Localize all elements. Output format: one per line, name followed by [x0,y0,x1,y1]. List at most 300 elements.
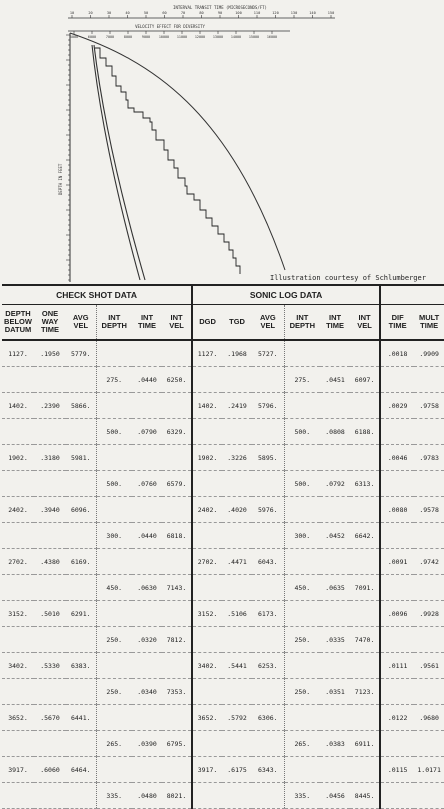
cell-inttime: .0790 [132,419,162,445]
cell-dif [380,731,414,757]
cell-mult [414,627,444,653]
cell-sinttime: .0383 [320,731,350,757]
cell-sinttime [320,445,350,471]
cell-inttime [132,705,162,731]
column-header-row [2,305,444,341]
cell-savg [252,575,284,601]
cell-intvel [162,445,192,471]
column-header-savg [252,305,284,341]
cell-sintdepth [284,497,320,523]
cell-savg [252,679,284,705]
cell-tgd [222,471,252,497]
cell-tgd [222,731,252,757]
tick-label: 12000 [194,35,206,39]
cell-savg [252,471,284,497]
cell-oneway [34,419,66,445]
cell-mult: .9909 [414,340,444,367]
cell-intvel: 6795. [162,731,192,757]
top-axis-ticks [70,11,334,18]
column-header-dgd [192,305,222,341]
cell-dgd [192,627,222,653]
cell-sinttime [320,601,350,627]
cell-depth [2,731,34,757]
cell-oneway: .5330 [34,653,66,679]
cell-intvel [162,393,192,419]
cell-depth [2,367,34,393]
cell-tgd [222,575,252,601]
tick-label: 120 [272,11,279,15]
cell-sintdepth: 250. [284,627,320,653]
cell-mult [414,731,444,757]
cell-savg [252,523,284,549]
cell-intvel: 7353. [162,679,192,705]
cell-sintvel: 6911. [350,731,380,757]
cell-savg: 6306. [252,705,284,731]
table-row [2,367,444,393]
cell-sinttime [320,757,350,783]
cell-avg: 5866. [66,393,96,419]
tick-label: 130 [290,11,298,15]
cell-inttime: .0340 [132,679,162,705]
cell-dif [380,523,414,549]
cell-sintdepth: 275. [284,367,320,393]
cell-savg [252,367,284,393]
tick-label: 90 [217,11,223,15]
cell-intdepth [96,757,132,783]
cell-intvel [162,340,192,367]
tick-label: 110 [253,11,261,15]
cell-dgd: 1902. [192,445,222,471]
cell-tgd: .2419 [222,393,252,419]
tick-label: 16000 [266,35,278,39]
cell-inttime [132,340,162,367]
column-header-mult [414,305,444,341]
cell-sintdepth: 250. [284,679,320,705]
column-header-line: AVG [72,313,89,322]
time-depth-curve-2 [94,45,145,280]
cell-tgd: .3226 [222,445,252,471]
cell-sintvel [350,601,380,627]
cell-inttime [132,393,162,419]
cell-tgd: .4471 [222,549,252,575]
cell-inttime [132,653,162,679]
cell-dgd [192,679,222,705]
column-header-sintdepth [284,305,320,341]
cell-dgd: 1402. [192,393,222,419]
velocity-axis-ticks [70,31,277,39]
cell-mult [414,679,444,705]
cell-intdepth: 250. [96,679,132,705]
table-row [2,340,444,367]
table-row [2,679,444,705]
cell-sinttime: .0451 [320,367,350,393]
cell-dgd: 3152. [192,601,222,627]
column-header-line: TGD [229,317,245,326]
cell-oneway: .1950 [34,340,66,367]
cell-avg [66,783,96,809]
cell-sinttime [320,393,350,419]
cell-sintvel: 6313. [350,471,380,497]
cell-intvel [162,757,192,783]
cell-tgd [222,627,252,653]
cell-oneway [34,731,66,757]
column-header-tgd [222,305,252,341]
cell-depth: 3652. [2,705,34,731]
cell-mult [414,419,444,445]
cell-dif: .0096 [380,601,414,627]
cell-avg [66,627,96,653]
cell-dif [380,627,414,653]
cell-dif: .0018 [380,340,414,367]
sonic-group-header: SONIC LOG DATA [192,285,380,305]
cell-mult: .9742 [414,549,444,575]
column-header-line: INT [170,313,183,322]
cell-sinttime [320,705,350,731]
cell-sinttime: .0452 [320,523,350,549]
cell-dif [380,679,414,705]
cell-dif: .0029 [380,393,414,419]
tick-label: 14000 [230,35,242,39]
cell-dif [380,783,414,809]
cell-sintdepth [284,653,320,679]
cell-savg: 6173. [252,601,284,627]
table-row [2,445,444,471]
tick-label: 30 [106,11,112,15]
column-header-line: DATUM [4,325,32,334]
cell-intvel: 6250. [162,367,192,393]
cell-savg: 5727. [252,340,284,367]
column-header-avg [66,305,96,341]
cell-oneway [34,367,66,393]
cell-intvel: 6818. [162,523,192,549]
tick-label: 6000 [87,35,97,39]
cell-intdepth [96,705,132,731]
tick-label: 140 [309,11,316,15]
cell-oneway: .5670 [34,705,66,731]
cell-dgd [192,783,222,809]
cell-tgd: .4020 [222,497,252,523]
column-header-line: TIME [420,321,439,330]
depth-axis-label: DEPTH IN FEET [58,163,63,195]
cell-inttime: .0440 [132,523,162,549]
cell-sinttime: .0808 [320,419,350,445]
column-header-line: TIME [388,321,407,330]
cell-intvel: 7143. [162,575,192,601]
table-row [2,497,444,523]
cell-sinttime: .0792 [320,471,350,497]
cell-intdepth [96,340,132,367]
column-header-line: ONE [41,309,59,318]
cell-savg [252,419,284,445]
table-row [2,653,444,679]
cell-mult [414,471,444,497]
table-row [2,783,444,809]
cell-savg: 5796. [252,393,284,419]
cell-sintvel [350,757,380,783]
cell-sinttime [320,549,350,575]
table-body [2,340,444,809]
depth-axis-ticks [66,35,70,280]
cell-sinttime: .0456 [320,783,350,809]
cell-dgd: 2702. [192,549,222,575]
column-header-line: VEL [260,321,276,330]
cell-oneway [34,627,66,653]
cell-intvel: 6329. [162,419,192,445]
cell-mult [414,367,444,393]
cell-sintvel [350,705,380,731]
cell-tgd: .6175 [222,757,252,783]
cell-avg [66,679,96,705]
cell-dgd: 3917. [192,757,222,783]
cell-savg: 6253. [252,653,284,679]
column-header-line: WAY [41,317,59,326]
cell-sintvel: 7091. [350,575,380,601]
column-header-line: MULT [418,313,440,322]
cell-intvel [162,497,192,523]
cell-depth [2,783,34,809]
cell-sinttime [320,340,350,367]
cell-sintvel [350,445,380,471]
cell-sinttime: .0351 [320,679,350,705]
cell-intdepth: 335. [96,783,132,809]
cell-sinttime: .0635 [320,575,350,601]
cell-sintdepth [284,705,320,731]
cell-sintdepth [284,445,320,471]
column-header-line: DGD [199,317,216,326]
column-header-line: BELOW [4,317,32,326]
cell-tgd: .5792 [222,705,252,731]
cell-savg [252,627,284,653]
cell-depth: 3402. [2,653,34,679]
cell-sinttime: .0335 [320,627,350,653]
cell-intvel: 7812. [162,627,192,653]
cell-inttime [132,601,162,627]
cell-intdepth: 300. [96,523,132,549]
cell-sintdepth: 450. [284,575,320,601]
cell-inttime: .0320 [132,627,162,653]
cell-sintvel: 6188. [350,419,380,445]
cell-tgd: .1968 [222,340,252,367]
cell-mult: .9758 [414,393,444,419]
cell-dif [380,575,414,601]
cell-avg: 5779. [66,340,96,367]
cell-savg: 6043. [252,549,284,575]
cell-avg: 6169. [66,549,96,575]
cell-sintdepth: 335. [284,783,320,809]
cell-sintvel: 7470. [350,627,380,653]
tick-label: 9000 [141,35,151,39]
tick-label: 20 [88,11,93,15]
column-header-dif [380,305,414,341]
column-header-line: INT [296,313,309,322]
top-axis-title: INTERVAL TRANSIT TIME (MICROSECONDS/FT) [173,5,267,10]
column-header-sinttime [320,305,350,341]
cell-dgd [192,367,222,393]
cell-depth: 2402. [2,497,34,523]
illustration-credit: Illustration courtesy of Schlumberger [270,274,426,282]
cell-savg: 6343. [252,757,284,783]
tick-label: 5000 [69,35,79,39]
tick-label: 13000 [212,35,224,39]
column-header-intvel [162,305,192,341]
cell-inttime [132,497,162,523]
cell-oneway [34,679,66,705]
tick-label: 7000 [105,35,115,39]
tick-label: 10 [69,11,75,15]
cell-avg [66,575,96,601]
cell-oneway: .4380 [34,549,66,575]
table-row [2,601,444,627]
column-header-sintvel [350,305,380,341]
cell-intvel: 6579. [162,471,192,497]
cell-depth [2,575,34,601]
column-header-line: INT [329,313,342,322]
cell-intdepth: 450. [96,575,132,601]
column-header-line: DIF [391,313,404,322]
cell-sintvel [350,393,380,419]
tick-label: 10000 [158,35,170,39]
cell-oneway: .3180 [34,445,66,471]
cell-intdepth [96,497,132,523]
table-row [2,471,444,497]
cell-inttime [132,549,162,575]
cell-depth: 1402. [2,393,34,419]
cell-avg [66,523,96,549]
column-header-oneway [34,305,66,341]
cell-avg: 6441. [66,705,96,731]
cell-mult: .9578 [414,497,444,523]
cell-intvel [162,653,192,679]
cell-dif [380,367,414,393]
cell-depth: 3152. [2,601,34,627]
cell-sintdepth: 300. [284,523,320,549]
cell-sintvel [350,549,380,575]
cell-tgd [222,367,252,393]
column-header-line: INT [358,313,371,322]
cell-tgd [222,419,252,445]
cell-avg: 6096. [66,497,96,523]
cell-avg: 6383. [66,653,96,679]
tick-label: 15000 [248,35,260,39]
cell-tgd [222,679,252,705]
summary-group-header [380,285,444,305]
cell-depth [2,627,34,653]
cell-tgd: .5106 [222,601,252,627]
cell-intdepth: 265. [96,731,132,757]
column-header-line: INT [108,313,121,322]
column-header-line: VEL [169,321,184,330]
column-header-line: TIME [326,321,345,330]
cell-dif: .0091 [380,549,414,575]
cell-sintdepth [284,757,320,783]
tick-label: 100 [235,11,242,15]
tick-label: 60 [162,11,167,15]
cell-sintvel [350,653,380,679]
cell-mult [414,575,444,601]
cell-mult: .9928 [414,601,444,627]
table-row [2,393,444,419]
cell-oneway: .2390 [34,393,66,419]
cell-intvel [162,705,192,731]
cell-avg: 6291. [66,601,96,627]
cell-inttime: .0390 [132,731,162,757]
cell-sintvel: 6097. [350,367,380,393]
tick-label: 70 [180,11,186,15]
cell-savg: 5976. [252,497,284,523]
velocity-data-table [2,284,444,809]
cell-depth [2,471,34,497]
cell-oneway [34,575,66,601]
cell-tgd: .5441 [222,653,252,679]
velocity-axis-title: VELOCITY EFFECT FOR DIVERSITY [135,24,205,29]
cell-sinttime [320,497,350,523]
sonic-plot [0,0,436,285]
cell-avg [66,731,96,757]
column-header-line: VEL [357,321,372,330]
cell-intdepth [96,445,132,471]
cell-intvel [162,549,192,575]
cell-inttime [132,757,162,783]
cell-sintdepth: 500. [284,419,320,445]
cell-mult [414,523,444,549]
cell-dgd [192,471,222,497]
cell-mult [414,783,444,809]
column-header-line: AVG [259,313,276,322]
cell-sinttime [320,653,350,679]
cell-sintvel: 8445. [350,783,380,809]
cell-dif: .0046 [380,445,414,471]
cell-mult: .9561 [414,653,444,679]
cell-dgd: 1127. [192,340,222,367]
cell-intvel [162,601,192,627]
table-row [2,705,444,731]
cell-sintdepth: 265. [284,731,320,757]
envelope-curve [70,33,285,270]
cell-intdepth [96,653,132,679]
cell-oneway: .3940 [34,497,66,523]
cell-dgd [192,419,222,445]
cell-intdepth: 275. [96,367,132,393]
column-header-line: DEPTH [289,321,316,330]
cell-intdepth: 500. [96,471,132,497]
cell-dif: .0115 [380,757,414,783]
cell-intdepth: 500. [96,419,132,445]
cell-sintvel [350,497,380,523]
tick-label: 80 [199,11,204,15]
cell-depth: 1127. [2,340,34,367]
data-table-panel [2,284,441,800]
column-header-line: INT [140,313,154,322]
cell-dif: .0122 [380,705,414,731]
cell-dif [380,471,414,497]
cell-inttime: .0630 [132,575,162,601]
cell-depth: 1902. [2,445,34,471]
cell-intdepth [96,601,132,627]
cell-sintvel: 7123. [350,679,380,705]
tick-label: 150 [327,11,335,15]
table-row [2,549,444,575]
cell-avg [66,471,96,497]
cell-dgd [192,575,222,601]
table-row [2,757,444,783]
column-header-line: TIME [138,321,156,330]
cell-sintvel [350,340,380,367]
cell-tgd [222,783,252,809]
column-header-line: DEPTH [101,321,127,330]
cell-inttime [132,445,162,471]
cell-inttime: .0440 [132,367,162,393]
cell-dif: .0080 [380,497,414,523]
